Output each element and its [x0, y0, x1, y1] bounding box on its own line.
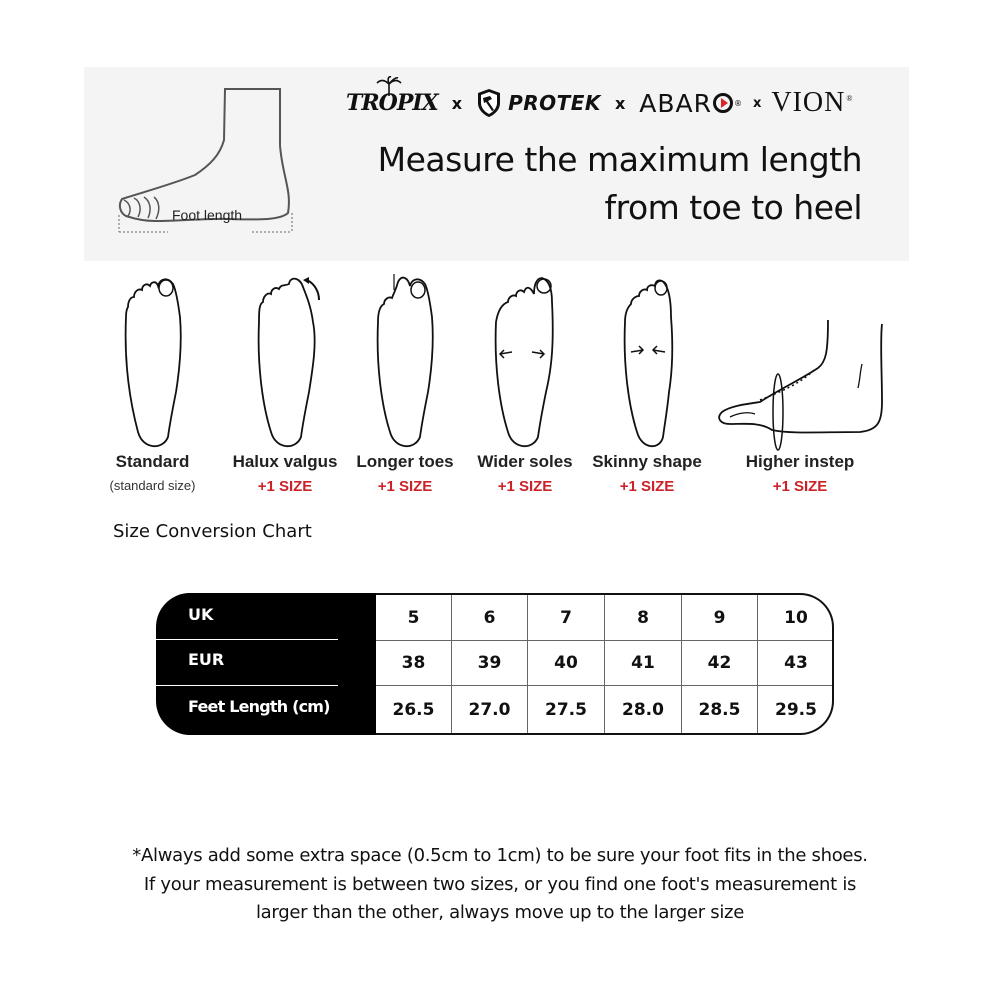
table-body [376, 593, 834, 735]
table-cell: 27.5 [528, 686, 605, 733]
table-cell: 8 [605, 595, 682, 641]
standard-foot-icon [118, 272, 188, 452]
brand-abaro: ABAR ® [639, 88, 743, 118]
table-cell: 42 [682, 641, 758, 686]
table-cell: 27.0 [452, 686, 528, 733]
foot-length-label: Foot length [172, 207, 243, 223]
divider [156, 685, 338, 686]
brand-logos [346, 78, 876, 128]
table-row-headers [156, 593, 376, 735]
foot-type-standard: Standard (standard size) [100, 272, 205, 493]
longer-toes-foot-icon [370, 272, 440, 452]
table-cell: 29.5 [775, 699, 817, 720]
row-header-uk: UK [188, 605, 214, 624]
table-cell: 40 [528, 641, 605, 686]
wider-soles-foot-icon [490, 272, 560, 452]
table-cell: 43 [758, 641, 834, 686]
row-header-eur: EUR [188, 650, 225, 669]
table-cell: 38 [376, 641, 452, 686]
table-cell: 28.5 [682, 686, 758, 733]
page-headline: Measure the maximum length from toe to heel [377, 140, 862, 227]
brand-separator: x [753, 95, 762, 111]
size-conversion-table [156, 593, 834, 735]
brand-vion: VION® [771, 87, 854, 118]
foot-type-longer-toes: Longer toes +1 SIZE [350, 272, 460, 495]
brand-separator: x [451, 93, 463, 113]
shield-hammer-icon [476, 88, 502, 118]
section-title: Size Conversion Chart [113, 521, 312, 542]
skinny-shape-foot-icon [615, 272, 679, 452]
foot-type-wider-soles: Wider soles +1 SIZE [470, 272, 580, 495]
higher-instep-foot-icon [710, 272, 890, 452]
foot-type-skinny-shape: Skinny shape +1 SIZE [592, 272, 702, 495]
palm-tree-icon [376, 76, 402, 96]
brand-protek: PROTEK [476, 88, 601, 118]
table-cell: 10 [758, 595, 834, 641]
table-cell: 41 [605, 641, 682, 686]
table-cell: 5 [376, 595, 452, 641]
halux-valgus-foot-icon [245, 272, 325, 452]
table-cell: 26.5 [376, 686, 452, 733]
fit-advice-note: *Always add some extra space (0.5cm to 1cm) to be sure your foot fits in the shoes. If your measurement is between two sizes, or you find one foot's measurement is larger than the other, always move up to the larger size [132, 845, 868, 923]
row-header-feet-length: Feet Length (cm) [188, 697, 330, 716]
divider [156, 639, 338, 640]
brand-tropix: TROPIX [346, 90, 438, 116]
table-cell: 9 [682, 595, 758, 641]
brand-separator: x [614, 93, 626, 113]
table-cell: 7 [528, 595, 605, 641]
play-icon [713, 93, 733, 113]
table-cell: 28.0 [605, 686, 682, 733]
table-cell: 6 [452, 595, 528, 641]
table-cell: 39 [452, 641, 528, 686]
foot-type-halux-valgus: Halux valgus +1 SIZE [225, 272, 345, 495]
foot-type-higher-instep: Higher instep +1 SIZE [705, 272, 895, 495]
